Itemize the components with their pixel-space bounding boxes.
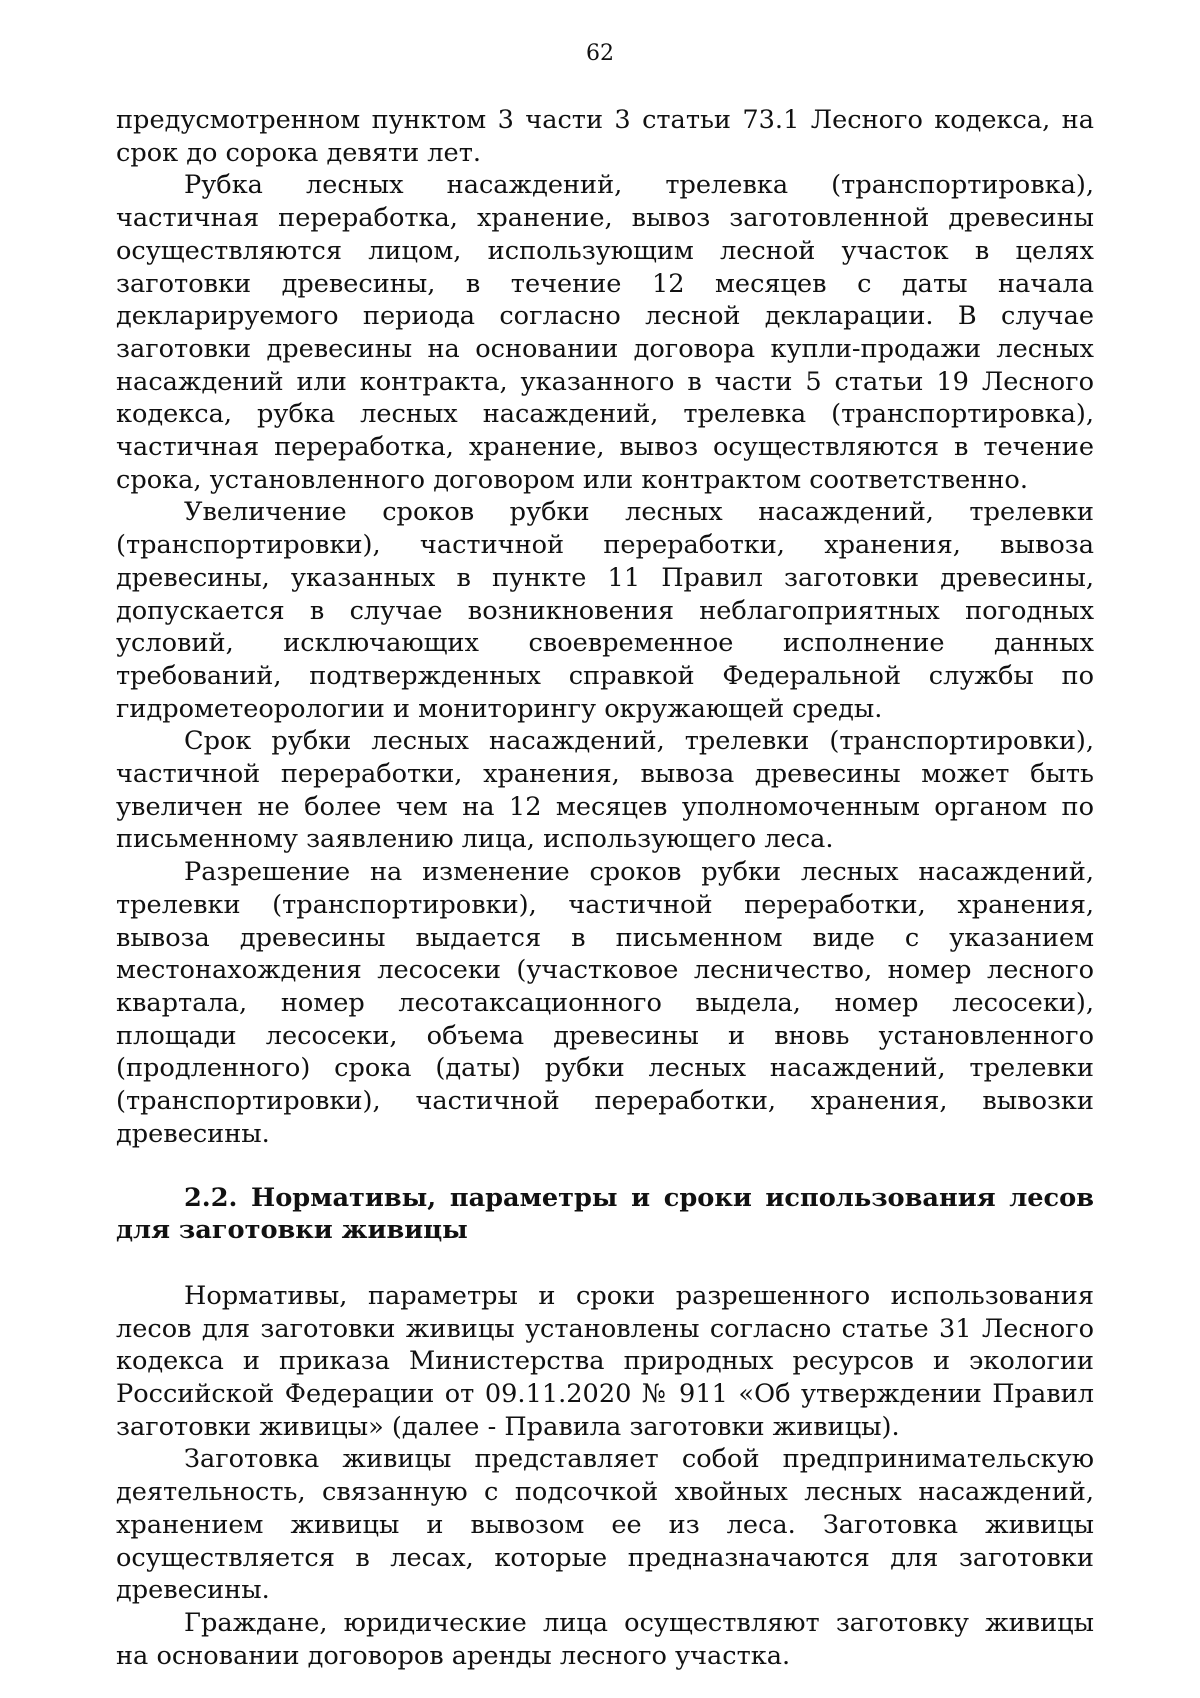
paragraph-resin-standards: Нормативы, параметры и сроки разрешенного использования лесов для заготовки живицы установлены согласно статье 31 Лесного кодекса и приказа Министерства природных ресурсов и экологии Российской Федерации от 09.11.2020 № 911 «Об утверждении Правил заготовки живицы» (далее - Правила заготовки живицы).	[116, 1280, 1094, 1442]
paragraph-logging-terms: Рубка лесных насаждений, трелевка (транспортировка), частичная переработка, хранение, вывоз заготовленной древесины осуществляются лицом, использующим лесной участок в целях заготовки древесины, в течение 12 месяцев с даты начала декларируемого периода согласно лесной декларации. В случае заготовки древесины на основании договора купли-продажи лесных насаждений или контракта, указанного в части 5 статьи 19 Лесного кодекса, рубка лесных насаждений, трелевка (транспортировка), частичная переработка, хранение, вывоз осуществляются в течение срока, установленного договором или контрактом соответственно.	[116, 170, 1094, 495]
page-number: 62	[586, 41, 614, 66]
paragraph-resin-lease: Граждане, юридические лица осуществляют заготовку живицы на основании договоров аренды лесного участка.	[116, 1607, 1094, 1671]
paragraph-term-extension-conditions: Увеличение сроков рубки лесных насаждений, трелевки (транспортировки), частичной переработки, хранения, вывоза древесины, указанных в пункте 11 Правил заготовки древесины, допускается в случае возникновения неблагоприятных погодных условий, исключающих своевременное исполнение данных требований, подтвержденных справкой Федеральной службы по гидрометеорологии и мониторингу окружающей среды.	[116, 497, 1094, 724]
paragraph-resin-activity: Заготовка живицы представляет собой предпринимательскую деятельность, связанную с подсочкой хвойных лесных насаждений, хранением живицы и вывозом ее из леса. Заготовка живицы осуществляется в лесах, которые предназначаются для заготовки древесины.	[116, 1444, 1094, 1606]
page-body	[116, 104, 1094, 1672]
paragraph-continuation: предусмотренном пунктом 3 части 3 статьи 73.1 Лесного кодекса, на срок до сорока девяти лет.	[116, 105, 1094, 168]
paragraph-term-change-permit: Разрешение на изменение сроков рубки лесных насаждений, трелевки (транспортировки), частичной переработки, хранения, вывоза древесины выдается в письменном виде с указанием местонахождения лесосеки (участковое лесничество, номер лесного квартала, номер лесотаксационного выдела, номер лесосеки), площади лесосеки, объема древесины и вновь установленного (продленного) срока (даты) рубки лесных насаждений, трелевки (транспортировки), частичной переработки, хранения, вывозки древесины.	[116, 857, 1094, 1149]
section-heading: 2.2. Нормативы, параметры и сроки использования лесов для заготовки живицы	[116, 1182, 1094, 1246]
paragraph-term-extension-limit: Срок рубки лесных насаждений, трелевки (транспортировки), частичной переработки, хранения, вывоза древесины может быть увеличен не более чем на 12 месяцев уполномоченным органом по письменному заявлению лица, использующего леса.	[116, 726, 1094, 855]
